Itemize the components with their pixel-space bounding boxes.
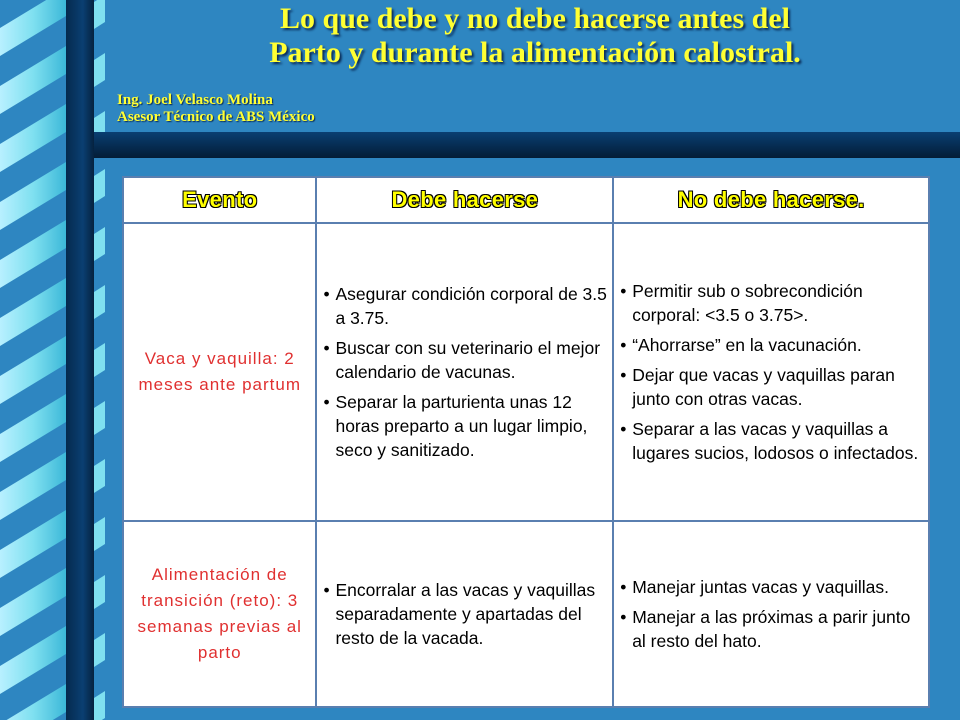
no-debe-cell (613, 521, 929, 707)
list-item: • Encorralar a las vacas y vaquillas separadamente y apartadas del resto de la vacada. (323, 578, 608, 650)
header-evento: Evento (123, 177, 316, 223)
author-name: Ing. Joel Velasco Molina (117, 92, 273, 108)
list-item: • Asegurar condición corporal de 3.5 a 3.75. (323, 282, 608, 330)
debe-cell (316, 223, 613, 521)
list-item: • Manejar a las próximas a parir junto al resto del hato. (620, 605, 924, 653)
stripe-band-edge (94, 691, 105, 720)
table-row (123, 223, 929, 521)
list-item: • Manejar juntas vacas y vaquillas. (620, 575, 924, 599)
table-row (123, 521, 929, 707)
stripe-band (0, 568, 66, 636)
list-item: • “Ahorrarse” en la vacunación. (620, 333, 924, 357)
page-title (120, 2, 950, 70)
stripe-band (0, 684, 66, 720)
stripe-band (0, 452, 66, 520)
author-block (117, 92, 315, 126)
stripe-band (0, 336, 66, 404)
list-item: • Buscar con su veterinario el mejor calendario de vacunas. (323, 336, 608, 384)
debe-cell (316, 521, 613, 707)
header-underline-bar (94, 132, 960, 158)
header-debe-hacerse: Debe hacerse (316, 177, 613, 223)
list-item: • Separar la parturienta unas 12 horas preparto a un lugar limpio, seco y sanitizado. (323, 390, 608, 462)
no-debe-cell (613, 223, 929, 521)
stripe-band-edge (94, 227, 105, 261)
stripe-band (0, 278, 66, 346)
stripe-band-edge (94, 343, 105, 377)
stripe-band-edge (94, 633, 105, 667)
table-header-row (123, 177, 929, 223)
author-role: Asesor Técnico de ABS México (117, 109, 315, 125)
event-cell: Vaca y vaquilla: 2 meses ante partum (123, 223, 316, 521)
debe-list (323, 282, 608, 462)
vertical-bar (66, 0, 94, 720)
title-line-2: Parto y durante la alimentación calostral. (269, 36, 801, 69)
no-debe-list (620, 575, 924, 653)
stripe-band (0, 626, 66, 694)
stripe-band (0, 394, 66, 462)
stripe-band (0, 104, 66, 172)
stripe-band (0, 0, 66, 56)
list-item: • Separar a las vacas y vaquillas a lugares sucios, lodosos o infectados. (620, 417, 924, 465)
stripe-band-edge (94, 53, 105, 87)
events-table (122, 176, 930, 708)
stripe-band-edge (94, 401, 105, 435)
stripe-band-edge (94, 169, 105, 203)
stripe-band-edge (94, 0, 105, 29)
stripe-band (0, 46, 66, 114)
event-cell: Alimentación de transición (reto): 3 semanas previas al parto (123, 521, 316, 707)
no-debe-list (620, 279, 924, 465)
stripe-band-edge (94, 459, 105, 493)
stripe-band (0, 510, 66, 578)
list-item: • Permitir sub o sobrecondición corporal: <3.5 o 3.75>. (620, 279, 924, 327)
stripe-band-edge (94, 517, 105, 551)
stripe-band-edge (94, 285, 105, 319)
list-item: • Dejar que vacas y vaquillas paran junto con otras vacas. (620, 363, 924, 411)
stripe-band (0, 162, 66, 230)
debe-list (323, 578, 608, 650)
header-no-debe-hacerse: No debe hacerse. (613, 177, 929, 223)
title-line-1: Lo que debe y no debe hacerse antes del (280, 2, 790, 35)
stripe-band (0, 220, 66, 288)
stripe-band-edge (94, 575, 105, 609)
